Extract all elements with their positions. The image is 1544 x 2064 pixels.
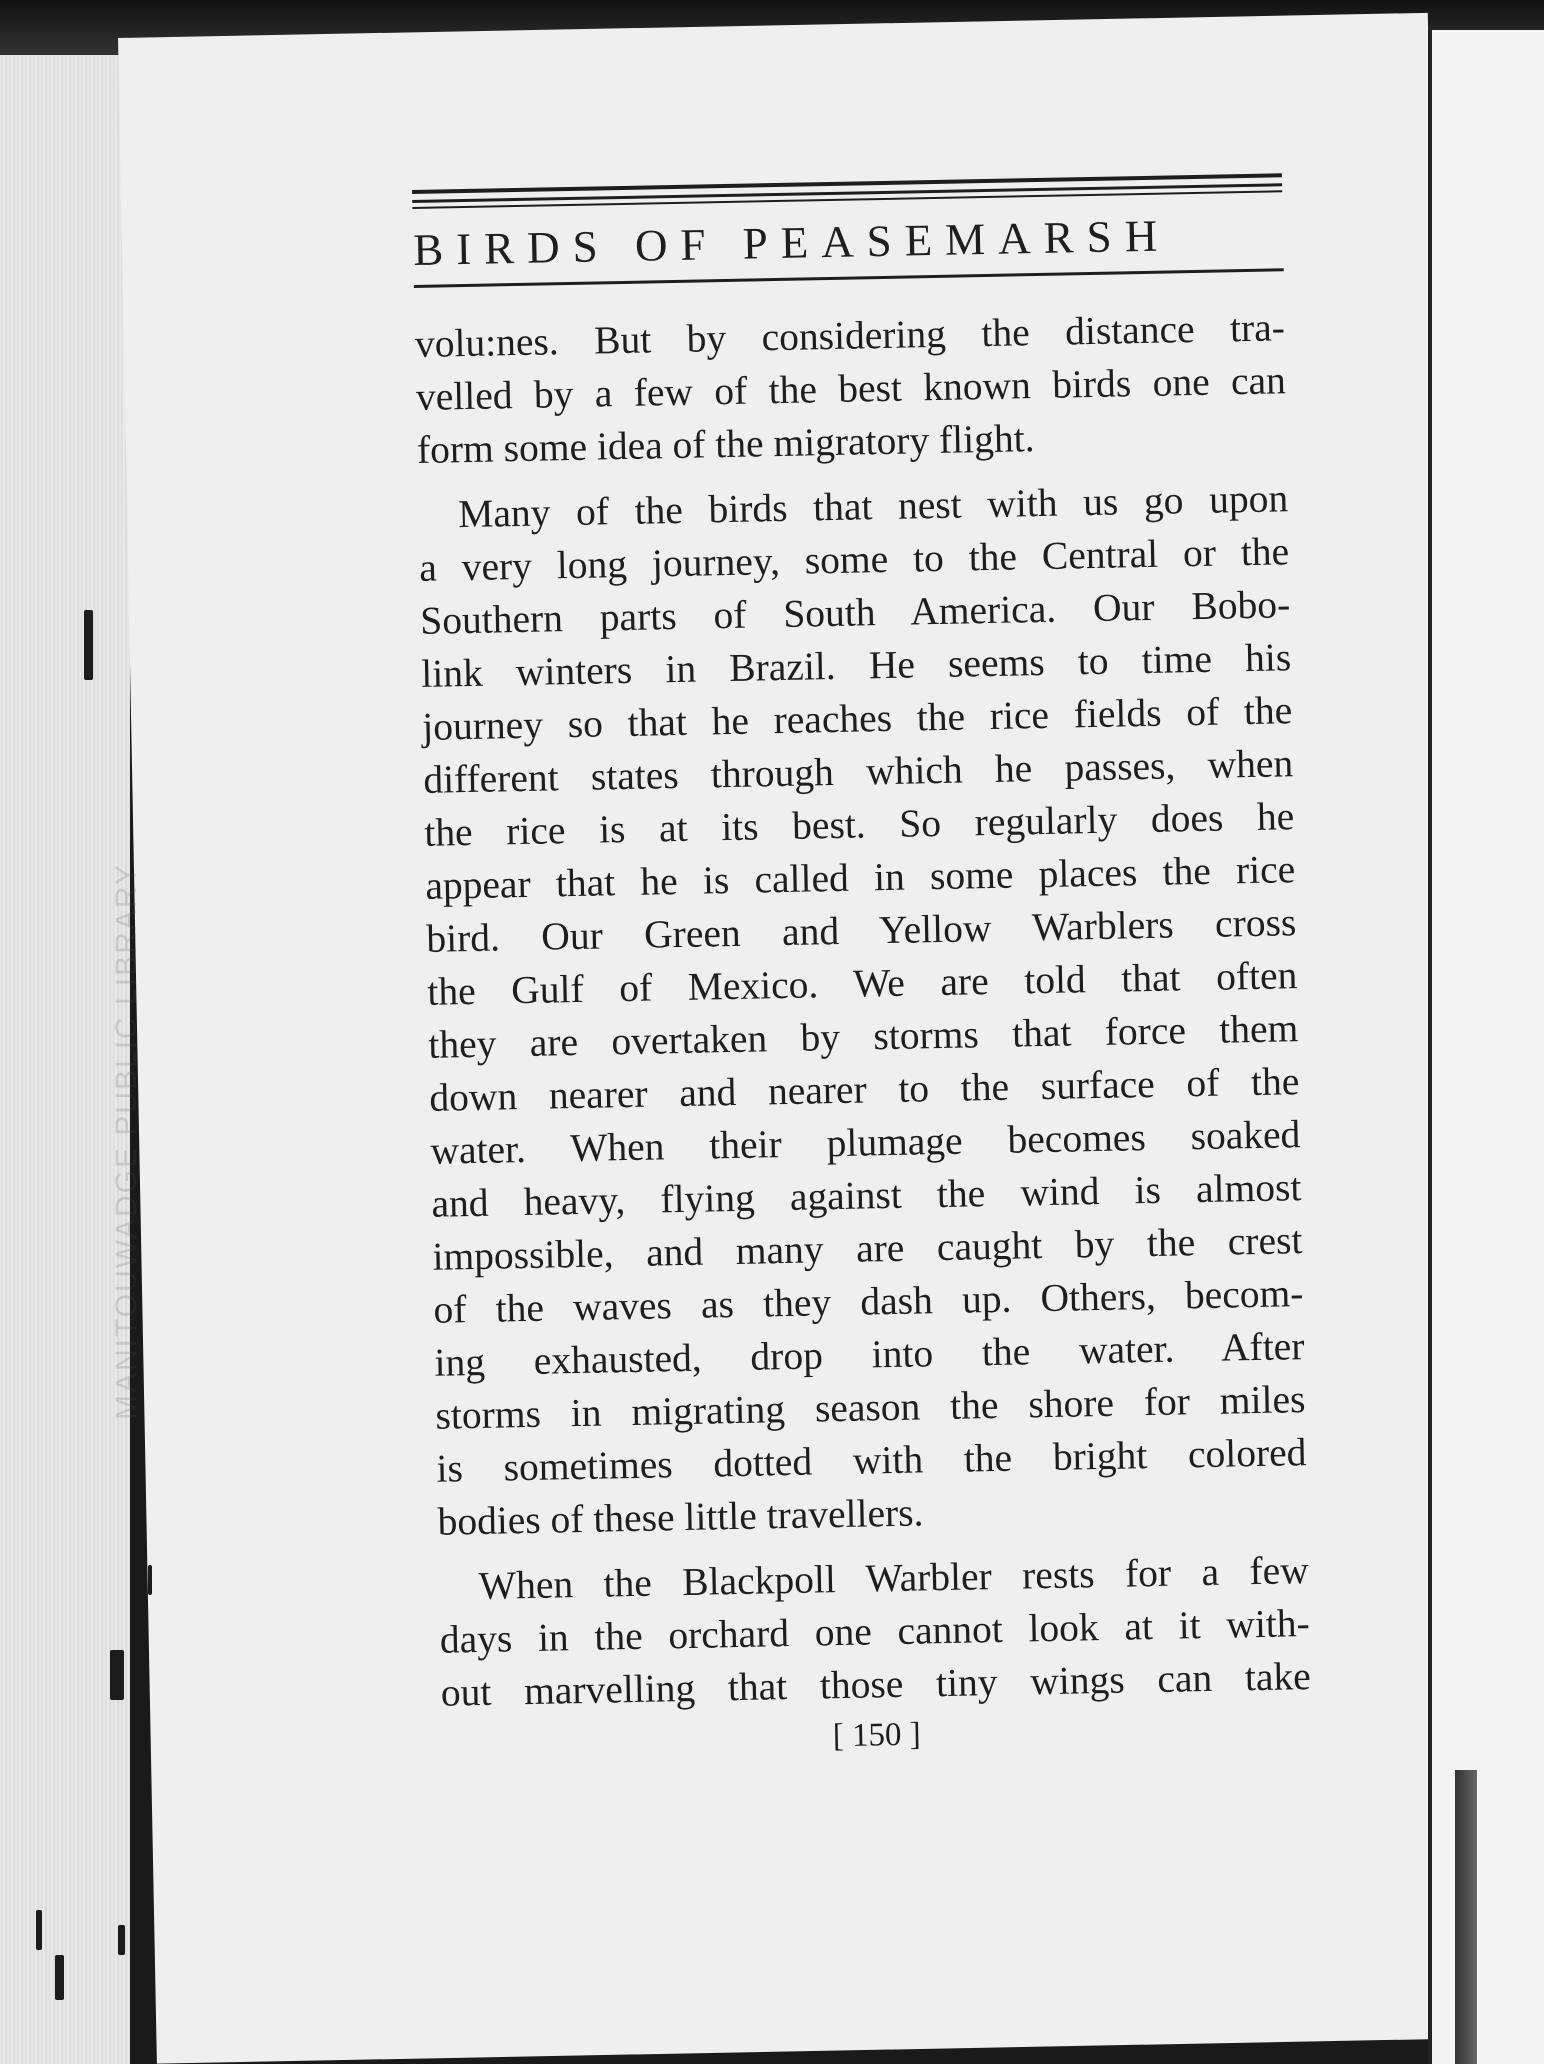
margin-mark [84,610,93,680]
text-line: they are overtaken by storms that force them [427,1006,1299,1067]
text-line: appear that he is called in some places the rice [424,847,1296,908]
margin-mark [36,1910,42,1950]
margin-mark [148,1565,152,1595]
gutter-shadow [1455,1770,1477,2064]
margin-mark [55,1955,64,2000]
page-content [412,173,1312,1763]
text-line: out marvelling that those tiny wings can take [440,1654,1312,1715]
text-line: impossible, and many are caught by the crest [432,1218,1303,1279]
body-text [414,301,1311,1719]
text-line: Many of the birds that nest with us go upon [457,476,1289,537]
text-line: link winters in Brazil. He seems to time his [420,635,1292,696]
text-line: Southern parts of South America. Our Bobo- [419,582,1291,643]
margin-mark [118,1925,125,1955]
text-line: volu:nes. But by considering the distance tra- [414,305,1286,366]
text-line: a very long journey, some to the Central or the [418,529,1290,590]
margin-mark [110,1650,124,1700]
text-line: form some idea of the migratory flight. [416,416,1035,472]
facing-page-edge [1428,30,1544,2064]
text-line: of the waves as they dash up. Others, becom- [433,1271,1304,1332]
text-line: down nearer and nearer to the surface of the [429,1059,1300,1120]
text-line: the rice is at its best. So regularly does he [423,794,1295,855]
text-line: is sometimes dotted with the bright colored [436,1430,1307,1491]
text-line: bodies of these little travellers. [437,1490,924,1544]
text-line: ing exhausted, drop into the water. After [434,1324,1305,1385]
text-line: velled by a few of the best known birds one can [415,358,1287,419]
text-line: storms in migrating season the shore for miles [435,1377,1306,1438]
text-line: days in the orchard one cannot look at it with- [439,1601,1311,1662]
running-head: BIRDS OF PEASEMARSH [412,210,1171,275]
paragraph [438,1544,1311,1720]
text-line: the Gulf of Mexico. We are told that often [426,953,1298,1014]
page-number: [ 150 ] [832,1716,922,1755]
text-line: different states through which he passes, when [422,741,1294,802]
paragraph [414,301,1287,477]
paragraph [418,472,1308,1549]
text-line: When the Blackpoll Warbler rests for a few [478,1548,1310,1608]
library-stamp-watermark: MANITOUWADGE PUBLIC LIBRARY [110,863,143,1420]
text-line: bird. Our Green and Yellow Warblers cross [425,900,1297,961]
text-line: journey so that he reaches the rice fields of the [421,688,1293,749]
text-line: water. When their plumage becomes soaked [430,1112,1301,1173]
text-line: and heavy, flying against the wind is almost [431,1165,1302,1226]
